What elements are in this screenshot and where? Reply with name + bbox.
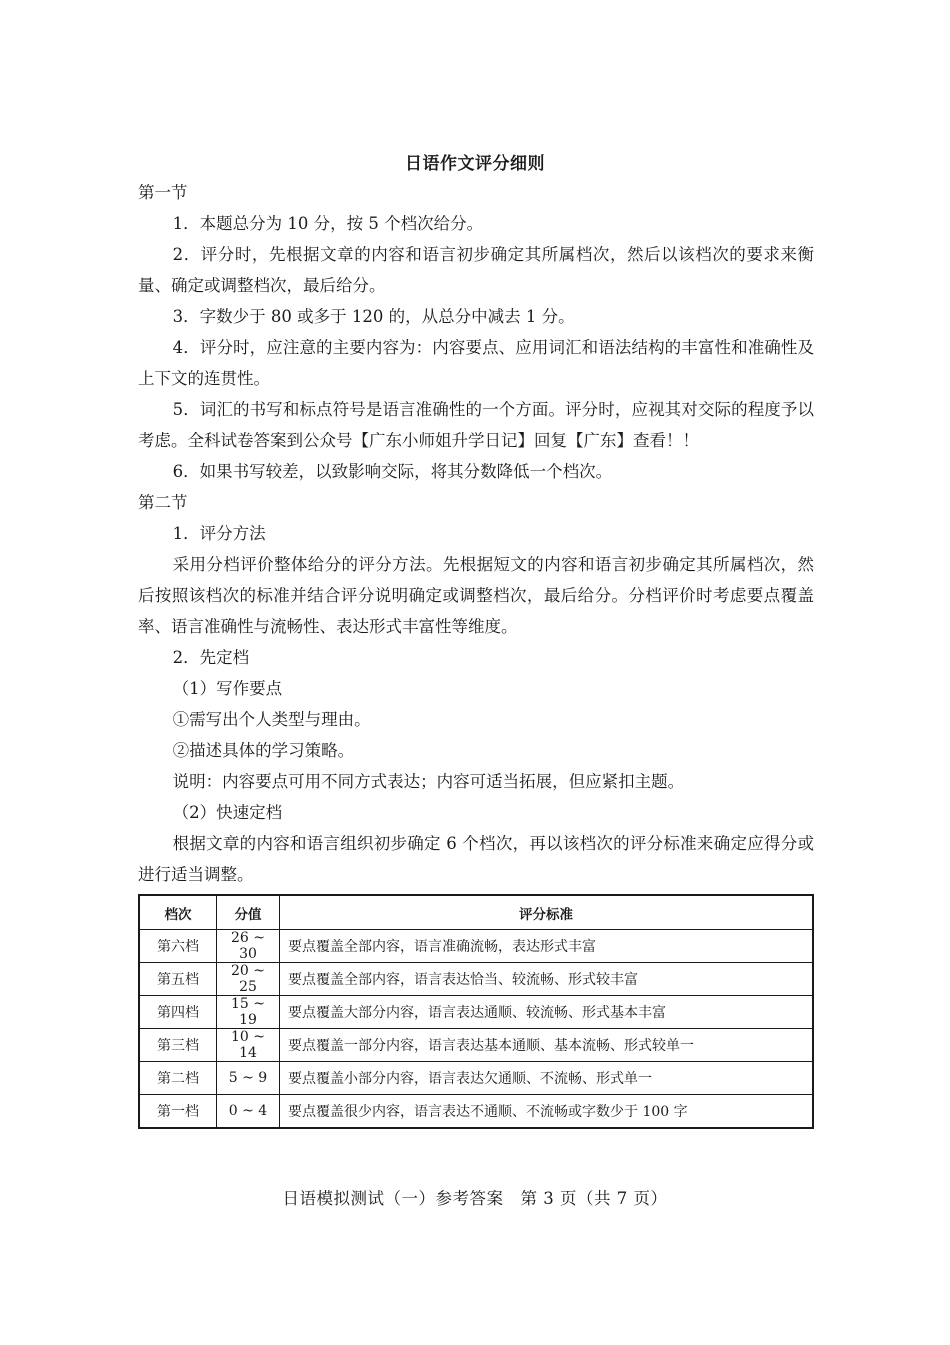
header-criteria: 评分标准 bbox=[280, 895, 814, 930]
cell-criteria: 要点覆盖很少内容，语言表达不通顺、不流畅或字数少于 100 字 bbox=[280, 1095, 814, 1129]
cell-level: 第二档 bbox=[139, 1062, 217, 1095]
table-row bbox=[139, 1062, 813, 1095]
table-row bbox=[139, 930, 813, 963]
section1-heading: 第一节 bbox=[138, 183, 188, 202]
cell-criteria: 要点覆盖一部分内容，语言表达基本通顺、基本流畅、形式较单一 bbox=[280, 1029, 814, 1062]
grading-table bbox=[138, 894, 814, 1129]
method-text: 采用分档评价整体给分的评分方法。先根据短文的内容和语言初步确定其所属档次，然后按照该档次的标准并结合评分说明确定或调整档次，最后给分。分档评价时考虑要点覆盖率、语言准确性与流畅性、表达形式丰富性等维度。 bbox=[138, 555, 814, 636]
cell-criteria: 要点覆盖大部分内容，语言表达通顺、较流畅、形式基本丰富 bbox=[280, 996, 814, 1029]
point-1: ①需写出个人类型与理由。 bbox=[172, 710, 371, 729]
cell-score: 20 ~ 25 bbox=[217, 963, 280, 996]
cell-criteria: 要点覆盖小部分内容，语言表达欠通顺、不流畅、形式单一 bbox=[280, 1062, 814, 1095]
section2-heading: 第二节 bbox=[138, 493, 188, 512]
cell-score: 10 ~ 14 bbox=[217, 1029, 280, 1062]
quick-heading: （2）快速定档 bbox=[172, 803, 283, 822]
header-level: 档次 bbox=[139, 895, 217, 930]
section1-item-2: 2．评分时，先根据文章的内容和语言初步确定其所属档次，然后以该档次的要求来衡量、确定或调整档次，最后给分。 bbox=[138, 245, 814, 295]
step2-heading: 2．先定档 bbox=[172, 648, 250, 667]
cell-level: 第四档 bbox=[139, 996, 217, 1029]
quick-text: 根据文章的内容和语言组织初步确定 6 个档次，再以该档次的评分标准来确定应得分或进行适当调整。 bbox=[138, 834, 814, 884]
cell-score: 5 ~ 9 bbox=[217, 1062, 280, 1095]
cell-criteria: 要点覆盖全部内容，语言准确流畅，表达形式丰富 bbox=[280, 930, 814, 963]
section1-item-3: 3．字数少于 80 或多于 120 的，从总分中减去 1 分。 bbox=[172, 307, 575, 326]
table-row bbox=[139, 996, 813, 1029]
section1-item-4: 4．评分时，应注意的主要内容为：内容要点、应用词汇和语法结构的丰富性和准确性及上下文的连贯性。 bbox=[138, 338, 814, 388]
cell-level: 第六档 bbox=[139, 930, 217, 963]
cell-level: 第五档 bbox=[139, 963, 217, 996]
points-heading: （1）写作要点 bbox=[172, 679, 283, 698]
method-heading: 1．评分方法 bbox=[172, 524, 266, 543]
page-title: 日语作文评分细则 bbox=[405, 154, 545, 174]
table-header-row bbox=[139, 895, 813, 930]
section1-item-5: 5．词汇的书写和标点符号是语言准确性的一个方面。评分时，应视其对交际的程度予以考虑。全科试卷答案到公众号【广东小师姐升学日记】回复【广东】查看！！ bbox=[138, 400, 814, 450]
point-2: ②描述具体的学习策略。 bbox=[172, 741, 355, 760]
document-body bbox=[138, 177, 814, 890]
section1-item-1: 1．本题总分为 10 分，按 5 个档次给分。 bbox=[172, 214, 484, 233]
cell-criteria: 要点覆盖全部内容，语言表达恰当、较流畅、形式较丰富 bbox=[280, 963, 814, 996]
page-footer: 日语模拟测试（一）参考答案 第 3 页（共 7 页） bbox=[282, 1189, 668, 1208]
table-row bbox=[139, 1095, 813, 1129]
table-row bbox=[139, 963, 813, 996]
cell-score: 0 ~ 4 bbox=[217, 1095, 280, 1129]
cell-level: 第三档 bbox=[139, 1029, 217, 1062]
header-score: 分值 bbox=[217, 895, 280, 930]
cell-score: 26 ~ 30 bbox=[217, 930, 280, 963]
table-row bbox=[139, 1029, 813, 1062]
cell-level: 第一档 bbox=[139, 1095, 217, 1129]
section1-item-6: 6．如果书写较差，以致影响交际，将其分数降低一个档次。 bbox=[172, 462, 613, 481]
cell-score: 15 ~ 19 bbox=[217, 996, 280, 1029]
note-text: 说明：内容要点可用不同方式表达；内容可适当拓展，但应紧扣主题。 bbox=[172, 772, 685, 791]
